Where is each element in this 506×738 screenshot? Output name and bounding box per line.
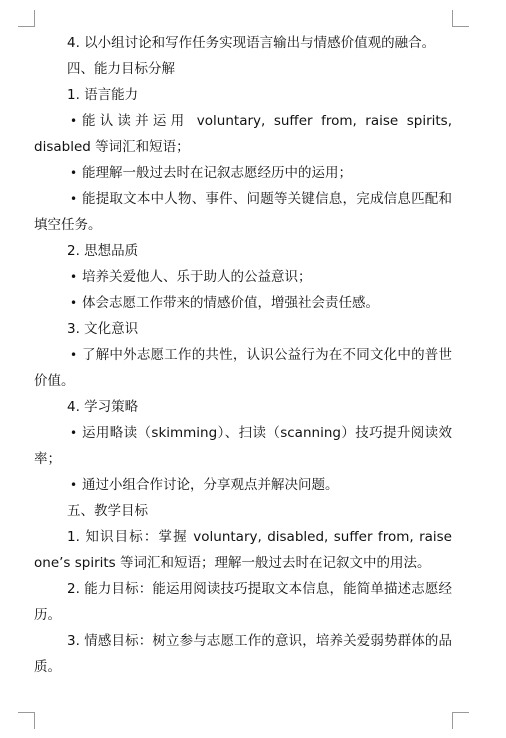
bullet-text: 体会志愿工作带来的情感价值，增强社会责任感。	[82, 295, 379, 311]
page-corner-mark-top-left	[18, 10, 35, 27]
bullet-text: 了解中外志愿工作的共性，认识公益行为在不同文化中的普世价值。	[34, 347, 452, 389]
bullet-text: 能认读并运用 voluntary, suffer from, raise spirits, disabled 等词汇和短语；	[34, 113, 452, 155]
bullet-text: 能理解一般过去时在记叙志愿经历中的运用；	[82, 165, 352, 181]
paragraph: 2. 能力目标：能运用阅读技巧提取文本信息，能简单描述志愿经历。	[34, 581, 452, 623]
bullet-paragraph	[34, 290, 452, 316]
bullet-text: 运用略读（skimming）、扫读（scanning）技巧提升阅读效率；	[34, 425, 452, 467]
bullet-text: 培养关爱他人、乐于助人的公益意识；	[82, 269, 312, 285]
bullet-paragraph	[34, 264, 452, 290]
page-corner-mark-top-right	[452, 10, 469, 27]
bullet-icon: •	[70, 478, 78, 492]
bullet-icon: •	[70, 348, 78, 362]
bullet-icon: •	[70, 270, 78, 284]
paragraph: 1. 语言能力	[67, 87, 139, 103]
bullet-icon: •	[70, 166, 78, 180]
paragraph: 1. 知识目标：掌握 voluntary, disabled, suffer from, raise one’s spirits 等词汇和短语；理解一般过去时在记叙文中的用法。	[34, 529, 452, 571]
paragraph: 五、教学目标	[67, 503, 148, 519]
page-corner-mark-bottom-right	[452, 712, 469, 729]
bullet-paragraph	[34, 108, 452, 160]
paragraph: 4. 学习策略	[67, 399, 139, 415]
bullet-paragraph	[34, 160, 452, 186]
paragraph: 4. 以小组讨论和写作任务实现语言输出与情感价值观的融合。	[67, 35, 436, 51]
bullet-icon: •	[70, 114, 78, 128]
bullet-icon: •	[70, 192, 78, 206]
bullet-paragraph	[34, 420, 452, 472]
bullet-icon: •	[70, 426, 78, 440]
paragraph: 四、能力目标分解	[67, 61, 175, 77]
paragraph: 3. 情感目标：树立参与志愿工作的意识，培养关爱弱势群体的品质。	[34, 633, 452, 675]
bullet-icon: •	[70, 296, 78, 310]
bullet-paragraph	[34, 186, 452, 238]
bullet-paragraph	[34, 472, 452, 498]
paragraph: 3. 文化意识	[67, 321, 139, 337]
paragraph: 2. 思想品质	[67, 243, 139, 259]
document-body	[34, 30, 452, 680]
page-corner-mark-bottom-left	[18, 712, 35, 729]
bullet-text: 通过小组合作讨论，分享观点并解决问题。	[82, 477, 339, 493]
bullet-text: 能提取文本中人物、事件、问题等关键信息，完成信息匹配和填空任务。	[34, 191, 452, 233]
bullet-paragraph	[34, 342, 452, 394]
